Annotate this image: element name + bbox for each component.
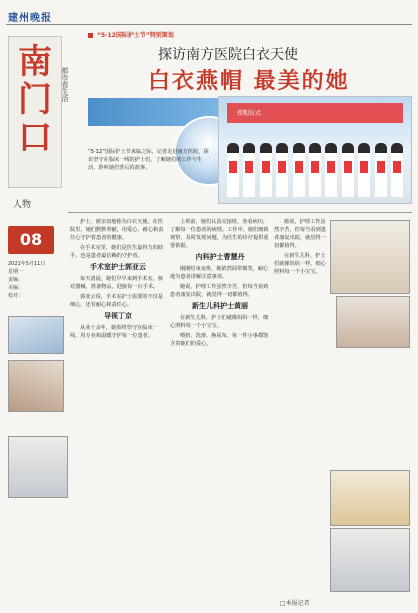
- body-paragraph: 从业十余年，她始终坚守在临床一线，用专业和温暖守护每一位患者。: [70, 325, 158, 339]
- nurse-figure: [260, 143, 272, 197]
- photo-nurse-ward: [8, 316, 64, 354]
- headline-subtitle: 探访南方医院白衣天使: [158, 47, 298, 63]
- issue-box: [8, 226, 66, 300]
- body-paragraph: 每天清晨，她们早早来到手术室，核对器械，准备物品，迎接每一台手术。: [70, 276, 164, 290]
- masthead: [8, 6, 68, 24]
- kicker: [88, 30, 410, 39]
- ceremony-people: [227, 131, 403, 197]
- nurse-figure: [325, 143, 337, 197]
- body-paragraph: 上班前，她们认真交接班，查看病历，了解每一位患者的病情。工作中，她们细致观察，及时发现问题，为医生的诊疗提供重要依据。: [170, 219, 269, 249]
- body-paragraph: 在新生儿科，护士们就像妈妈一样，细心照料每一个小宝宝。: [170, 315, 269, 329]
- section-title: 南门口: [18, 42, 52, 158]
- section-heading: 新生儿科护士黄丽: [192, 302, 248, 310]
- masthead-title: 建州晚报: [8, 13, 52, 24]
- body-paragraph: 在手术室里，她们是医生最得力的助手，也是患者最信赖的守护者。: [70, 245, 164, 259]
- photo-ward-care: [330, 220, 410, 294]
- nurse-figure: [276, 143, 288, 197]
- section-heading: 内科护士曹慧丹: [195, 253, 245, 261]
- byline: □本报记者: [280, 600, 310, 607]
- issue-line: 美编：: [8, 285, 24, 291]
- page-number: 08: [8, 226, 54, 254]
- kicker-square-icon: [88, 33, 93, 38]
- photo-nurse-station: [8, 360, 64, 412]
- intro-text: “5·12”国际护士节来临之际，记者走进南方医院，探访坚守在临床一线的护士们，了解她们的工作与生活，聆听她们背后的故事。: [88, 149, 209, 171]
- body-paragraph: 刚刚结束夜班，她依然面带微笑，耐心地为患者讲解注意事项。: [170, 266, 269, 280]
- intro-box: [88, 148, 212, 202]
- article-column-1: [70, 218, 166, 606]
- nurse-figure: [391, 143, 403, 197]
- nurse-figure: [342, 143, 354, 197]
- photo-newborn-bath: [330, 470, 410, 526]
- body-paragraph: 在新生儿科，护士们就像妈妈一样，细心照料每一个小宝宝。: [274, 253, 326, 275]
- nurse-figure: [227, 143, 239, 197]
- section-subtitle-2: 人物: [13, 200, 32, 210]
- article-column-2: [170, 218, 270, 606]
- ceremony-banner-text: 授帽仪式: [237, 110, 262, 117]
- section-heading: 手术室护士郭亚云: [90, 263, 146, 271]
- issue-line: 星期一: [8, 269, 24, 275]
- photo-bedside: [336, 296, 410, 348]
- issue-line: 2021年5月11日: [8, 261, 46, 267]
- photo-surgery-nurse: [8, 436, 68, 498]
- issue-line: 校对：: [8, 293, 24, 299]
- nurse-figure: [358, 143, 370, 197]
- body-paragraph: 郭亚云说，手术室护士需要的不仅是细心，还有耐心和责任心。: [70, 294, 164, 308]
- body-paragraph: 她说，护理工作虽然辛苦，但每当看到患者康复出院，就觉得一切都值得。: [274, 219, 326, 249]
- section-divider: [68, 212, 412, 213]
- nurse-figure: [293, 143, 305, 197]
- issue-line: 责编：: [8, 277, 24, 283]
- nurse-figure: [243, 143, 255, 197]
- nurse-figure: [375, 143, 387, 197]
- headline-title: 白衣燕帽 最美的她: [148, 69, 350, 94]
- kicker-text: “5·12国际护士节”特别策划: [97, 32, 174, 39]
- body-paragraph: 她说，护理工作虽然辛苦，但每当看到患者康复出院，就觉得一切都值得。: [170, 284, 269, 298]
- section-sidebar: [8, 36, 69, 210]
- nurse-figure: [309, 143, 321, 197]
- body-paragraph: 护士，被亲切地称为白衣天使。在医院里，她们默默奉献，用爱心、耐心和责任心守护着患者的健康。: [70, 219, 164, 241]
- body-paragraph: 喂奶、洗澡、换尿布，每一件小事都饱含着她们的爱心。: [170, 333, 269, 347]
- article-column-3: [274, 218, 328, 592]
- issue-info: [8, 260, 66, 300]
- section-heading: 导视丁京: [104, 312, 132, 320]
- photo-newborn-care: [330, 528, 410, 592]
- top-rule: [6, 24, 412, 25]
- ceremony-photo: [218, 96, 412, 204]
- section-subtitle: 都市看生活: [61, 67, 69, 102]
